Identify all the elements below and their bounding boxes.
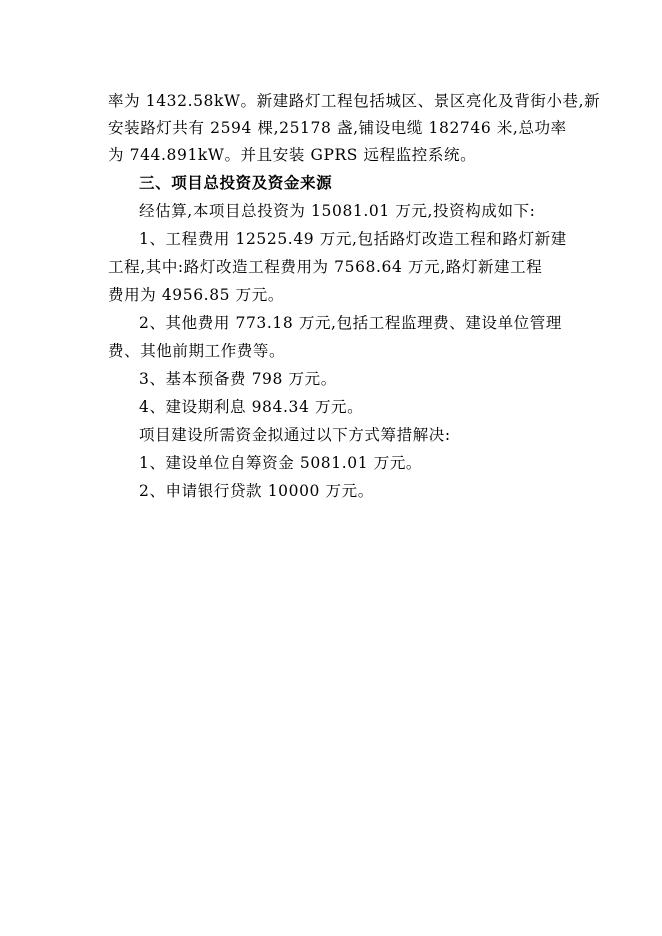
section-heading: 三、项目总投资及资金来源 <box>139 173 333 192</box>
paragraph-line: 费、其他前期工作费等。 <box>108 342 286 360</box>
paragraph-line: 项目建设所需资金拟通过以下方式筹措解决: <box>139 426 451 444</box>
list-item: 3、基本预备费 798 万元。 <box>139 370 337 388</box>
paragraph-line: 为 744.891kW。并且安装 GPRS 远程监控系统。 <box>108 146 477 164</box>
paragraph-line: 率为 1432.58kW。新建路灯工程包括城区、景区亮化及背街小巷,新 <box>108 92 601 110</box>
list-item: 2、其他费用 773.18 万元,包括工程监理费、建设单位管理 <box>139 314 562 332</box>
paragraph-line: 安装路灯共有 2594 棵,25178 盏,铺设电缆 182746 米,总功率 <box>108 119 567 137</box>
list-item: 2、申请银行贷款 10000 万元。 <box>139 482 374 500</box>
paragraph-line: 经估算,本项目总投资为 15081.01 万元,投资构成如下: <box>139 202 536 220</box>
list-item: 1、建设单位自筹资金 5081.01 万元。 <box>139 454 423 472</box>
paragraph-line: 费用为 4956.85 万元。 <box>108 286 284 304</box>
list-item: 1、工程费用 12525.49 万元,包括路灯改造工程和路灯新建 <box>139 230 567 248</box>
list-item: 4、建设期利息 984.34 万元。 <box>139 398 364 416</box>
paragraph-line: 工程,其中:路灯改造工程费用为 7568.64 万元,路灯新建工程 <box>108 258 543 276</box>
